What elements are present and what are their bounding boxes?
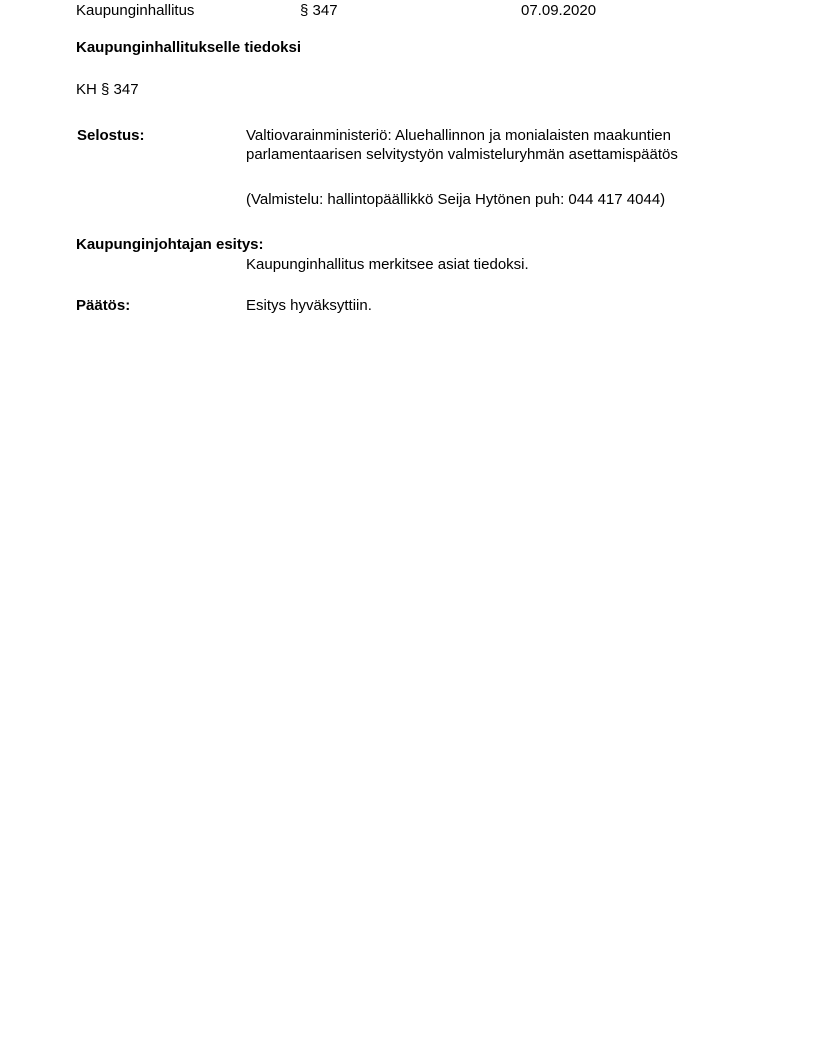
esitys-text: Kaupunginhallitus merkitsee asiat tiedoksi. [246, 256, 529, 273]
header-section: § 347 [300, 2, 338, 19]
paatos-text: Esitys hyväksyttiin. [246, 297, 372, 314]
reference: KH § 347 [76, 81, 139, 98]
paatos-label: Päätös: [76, 297, 131, 314]
selostus-label: Selostus: [77, 127, 145, 144]
selostus-text [246, 126, 678, 164]
preparation-note: (Valmistelu: hallintopäällikkö Seija Hytönen puh: 044 417 4044) [246, 191, 666, 208]
selostus-text-line2: parlamentaarisen selvitystyön valmisteluryhmän asettamispäätös [246, 146, 678, 163]
header-date: 07.09.2020 [521, 2, 597, 19]
document-title: Kaupunginhallitukselle tiedoksi [76, 39, 302, 56]
esitys-label: Kaupunginjohtajan esitys: [76, 236, 264, 253]
selostus-text-line1: Valtiovarainministeriö: Aluehallinnon ja monialaisten maakuntien [246, 127, 671, 144]
header-body-name: Kaupunginhallitus [76, 2, 195, 19]
